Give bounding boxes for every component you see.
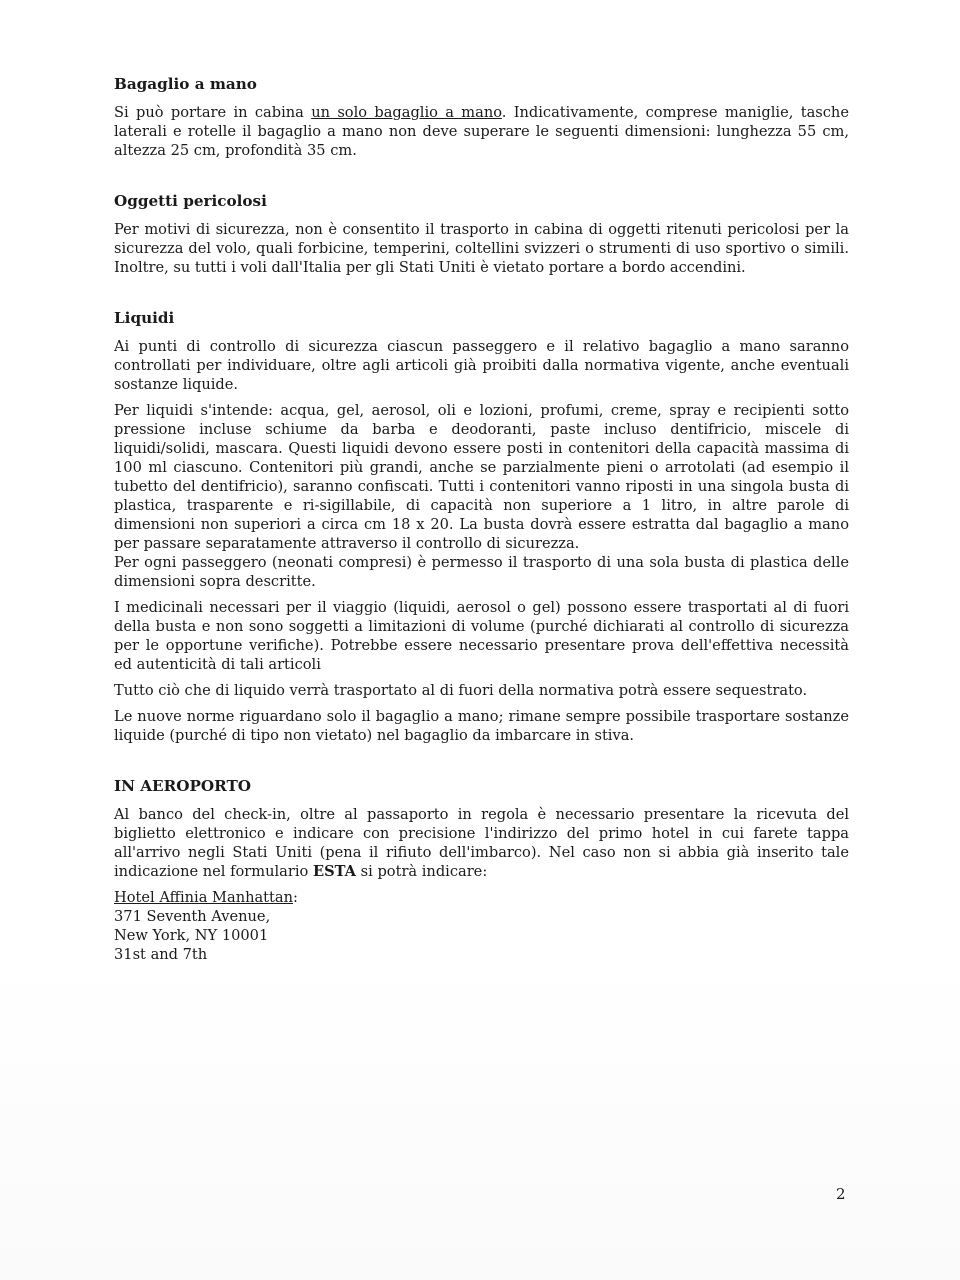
page-content: [114, 74, 849, 995]
address-line: 31st and 7th: [114, 946, 208, 963]
paragraph: Tutto ciò che di liquido verrà trasportato al di fuori della normativa potrà essere sequestrato.: [114, 682, 808, 699]
section-title: Liquidi: [114, 309, 175, 327]
paragraph: Per liquidi s'intende: acqua, gel, aerosol, oli e lozioni, profumi, creme, spray e recipienti sotto pressione incluse schiume da barba e deodoranti, paste incluso dentifricio, miscele di liquidi/solidi, mascara. Questi liquidi devono essere posti in contenitori della capacità massima di 100 ml ciascuno. Contenitori più grandi, anche se parzialmente pieni o arrotolati (ad esempio il tubetto del dentifricio), saranno confiscati. Tutti i contenitori vanno riposti in una singola busta di plastica, trasparente e ri-sigillabile, di capacità non superiore a 1 litro, in altre parole di dimensioni non superiori a circa cm 18 x 20. La busta dovrà essere estratta dal bagaglio a mano per passare separatamente attraverso il controllo di sicurezza.: [114, 402, 849, 552]
paragraph: Le nuove norme riguardano solo il bagaglio a mano; rimane sempre possibile trasportare sostanze liquide (purché di tipo non vietato) nel bagaglio da imbarcare in stiva.: [114, 708, 849, 744]
paragraph: Per ogni passeggero (neonati compresi) è permesso il trasporto di una sola busta di plastica delle dimensioni sopra descritte.: [114, 554, 849, 590]
text-run: Al banco del check-in, oltre al passaporto in regola è necessario presentare la ricevuta del biglietto elettronico e indicare con precisione l'indirizzo del primo hotel in cui farete tappa all'arrivo negli Stati Uniti (pena il rifiuto dell'imbarco). Nel caso non si abbia già inserito tale indicazione nel formulario: [114, 806, 849, 880]
address-line: 371 Seventh Avenue,: [114, 908, 271, 925]
paragraph: Per motivi di sicurezza, non è consentito il trasporto in cabina di oggetti ritenuti pericolosi per la sicurezza del volo, quali forbicine, temperini, coltellini svizzeri o strumenti di uso sportivo o simili. Inoltre, su tutti i voli dall'Italia per gli Stati Uniti è vietato portare a bordo accendini.: [114, 221, 849, 276]
paragraph: I medicinali necessari per il viaggio (liquidi, aerosol o gel) possono essere trasportati al di fuori della busta e non sono soggetti a limitazioni di volume (purché dichiarati al controllo di sicurezza per le opportune verifiche). Potrebbe essere necessario presentare prova dell'effettiva necessità ed autenticità di tali articoli: [114, 599, 849, 673]
underlined-text: un solo bagaglio a mano: [311, 104, 502, 121]
text-run: si potrà indicare:: [356, 863, 488, 880]
address-line: New York, NY 10001: [114, 927, 269, 944]
section-oggetti: [114, 191, 849, 277]
hotel-name-line: [114, 888, 849, 907]
text-run: . Indicativamente, comprese maniglie, tasche laterali e rotelle il bagaglio a mano non deve superare le seguenti dimensioni: lunghezza 55 cm, altezza 25 cm, profondità 35 cm.: [114, 104, 849, 159]
section-liquidi: [114, 308, 849, 745]
paragraph: [114, 103, 849, 160]
section-bagaglio: [114, 74, 849, 160]
section-aeroporto: [114, 776, 849, 964]
text-run: :: [293, 889, 298, 906]
section-title: Bagaglio a mano: [114, 75, 257, 93]
text-run: Si può portare in cabina: [114, 104, 312, 121]
page-number: 2: [836, 1185, 846, 1203]
paragraph: Ai punti di controllo di sicurezza ciascun passeggero e il relativo bagaglio a mano saranno controllati per individuare, oltre agli articoli già proibiti dalla normativa vigente, anche eventuali sostanze liquide.: [114, 338, 849, 393]
paragraph: [114, 805, 849, 881]
section-title: IN AEROPORTO: [114, 777, 252, 795]
bold-text: ESTA: [312, 863, 357, 880]
section-title: Oggetti pericolosi: [114, 192, 267, 210]
hotel-name: Hotel Affinia Manhattan: [114, 889, 294, 906]
